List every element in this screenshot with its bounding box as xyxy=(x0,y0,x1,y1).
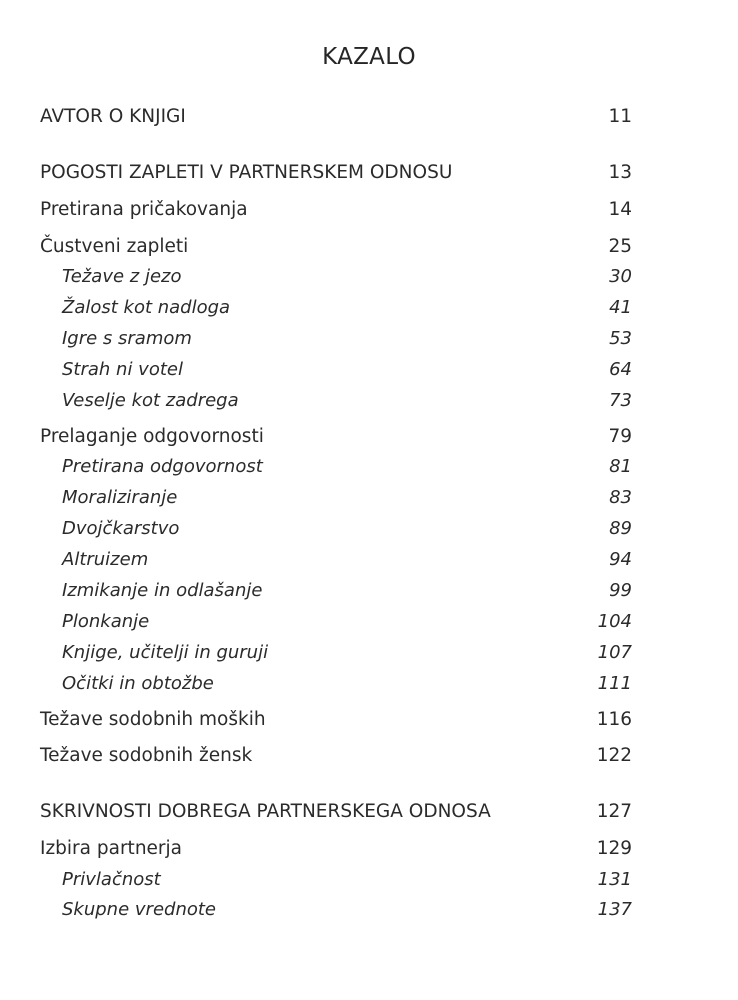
toc-entry-page: 83 xyxy=(609,487,632,508)
toc-entry-page: 131 xyxy=(597,869,632,890)
toc-entry-label: POGOSTI ZAPLETI V PARTNERSKEM ODNOSU xyxy=(40,162,453,183)
toc-entry-label: Plonkanje xyxy=(62,611,150,632)
toc-entry-page: 73 xyxy=(609,390,632,411)
toc-entry-label: Privlačnost xyxy=(62,869,161,890)
toc-entry[interactable] xyxy=(40,235,632,259)
toc-subentry[interactable] xyxy=(62,548,632,572)
toc-entry-page: 127 xyxy=(596,801,632,822)
toc-subentry[interactable] xyxy=(62,296,632,320)
toc-subentry[interactable] xyxy=(62,517,632,541)
toc-subentry[interactable] xyxy=(62,486,632,510)
toc-entry-page: 25 xyxy=(608,236,632,257)
toc-entry-label: Težave sodobnih žensk xyxy=(40,745,253,766)
toc-entry-page: 13 xyxy=(608,162,632,183)
toc-subentry[interactable] xyxy=(62,672,632,696)
toc-entry-label: SKRIVNOSTI DOBREGA PARTNERSKEGA ODNOSA xyxy=(40,801,491,822)
toc-entry[interactable] xyxy=(40,161,632,185)
toc-entry[interactable] xyxy=(40,708,632,732)
toc-entry-label: Altruizem xyxy=(62,549,149,570)
toc-entry-label: Očitki in obtožbe xyxy=(62,673,214,694)
toc-entry-page: 79 xyxy=(608,426,632,447)
toc-entry-page: 11 xyxy=(608,106,632,127)
toc-entry-label: Strah ni votel xyxy=(62,359,183,380)
toc-entry-page: 111 xyxy=(597,673,632,694)
toc-subentry[interactable] xyxy=(62,455,632,479)
toc-entry-label: Težave z jezo xyxy=(62,266,182,287)
toc-entry[interactable] xyxy=(40,744,632,768)
toc-subentry[interactable] xyxy=(62,610,632,634)
toc-entry[interactable] xyxy=(40,105,632,129)
toc-subentry[interactable] xyxy=(62,898,632,922)
toc-entry-page: 64 xyxy=(609,359,632,380)
toc-subentry[interactable] xyxy=(62,358,632,382)
toc-entry[interactable] xyxy=(40,198,632,222)
toc-entry-label: Knjige, učitelji in guruji xyxy=(62,642,269,663)
toc-entry[interactable] xyxy=(40,837,632,861)
toc-entry-page: 122 xyxy=(596,745,632,766)
toc-entry-label: Igre s sramom xyxy=(62,328,192,349)
toc-entry-label: Pretirana odgovornost xyxy=(62,456,263,477)
toc-entry-label: Čustveni zapleti xyxy=(40,236,189,257)
toc-entry-label: Prelaganje odgovornosti xyxy=(40,426,264,447)
toc-entry-label: Izmikanje in odlašanje xyxy=(62,580,263,601)
toc-entry-page: 94 xyxy=(609,549,632,570)
toc-entry[interactable] xyxy=(40,800,632,824)
toc-entry-label: AVTOR O KNJIGI xyxy=(40,106,186,127)
toc-entry-page: 104 xyxy=(597,611,632,632)
toc-entry-page: 53 xyxy=(609,328,632,349)
toc-entry-page: 81 xyxy=(609,456,632,477)
toc-entry-page: 99 xyxy=(609,580,632,601)
toc-subentry[interactable] xyxy=(62,641,632,665)
toc-entry-label: Težave sodobnih moških xyxy=(40,709,266,730)
toc-entry-label: Izbira partnerja xyxy=(40,838,183,859)
toc-entry-page: 137 xyxy=(597,899,632,920)
page-title: KAZALO xyxy=(322,44,416,70)
toc-subentry[interactable] xyxy=(62,327,632,351)
toc-entry-page: 116 xyxy=(596,709,632,730)
toc-subentry[interactable] xyxy=(62,389,632,413)
toc-entry-label: Veselje kot zadrega xyxy=(62,390,239,411)
toc-entry-label: Dvojčkarstvo xyxy=(62,518,180,539)
toc-entry-label: Žalost kot nadloga xyxy=(62,297,231,318)
toc-entry-page: 41 xyxy=(609,297,632,318)
toc-entry-label: Pretirana pričakovanja xyxy=(40,199,248,220)
toc-subentry[interactable] xyxy=(62,868,632,892)
toc-subentry[interactable] xyxy=(62,579,632,603)
toc-entry-page: 30 xyxy=(609,266,632,287)
toc-entry[interactable] xyxy=(40,425,632,449)
toc-entry-label: Skupne vrednote xyxy=(62,899,216,920)
toc-entry-label: Moraliziranje xyxy=(62,487,178,508)
toc-entry-page: 89 xyxy=(609,518,632,539)
toc-entry-page: 129 xyxy=(596,838,632,859)
toc-entry-page: 107 xyxy=(597,642,632,663)
toc-subentry[interactable] xyxy=(62,265,632,289)
toc-entry-page: 14 xyxy=(608,199,632,220)
